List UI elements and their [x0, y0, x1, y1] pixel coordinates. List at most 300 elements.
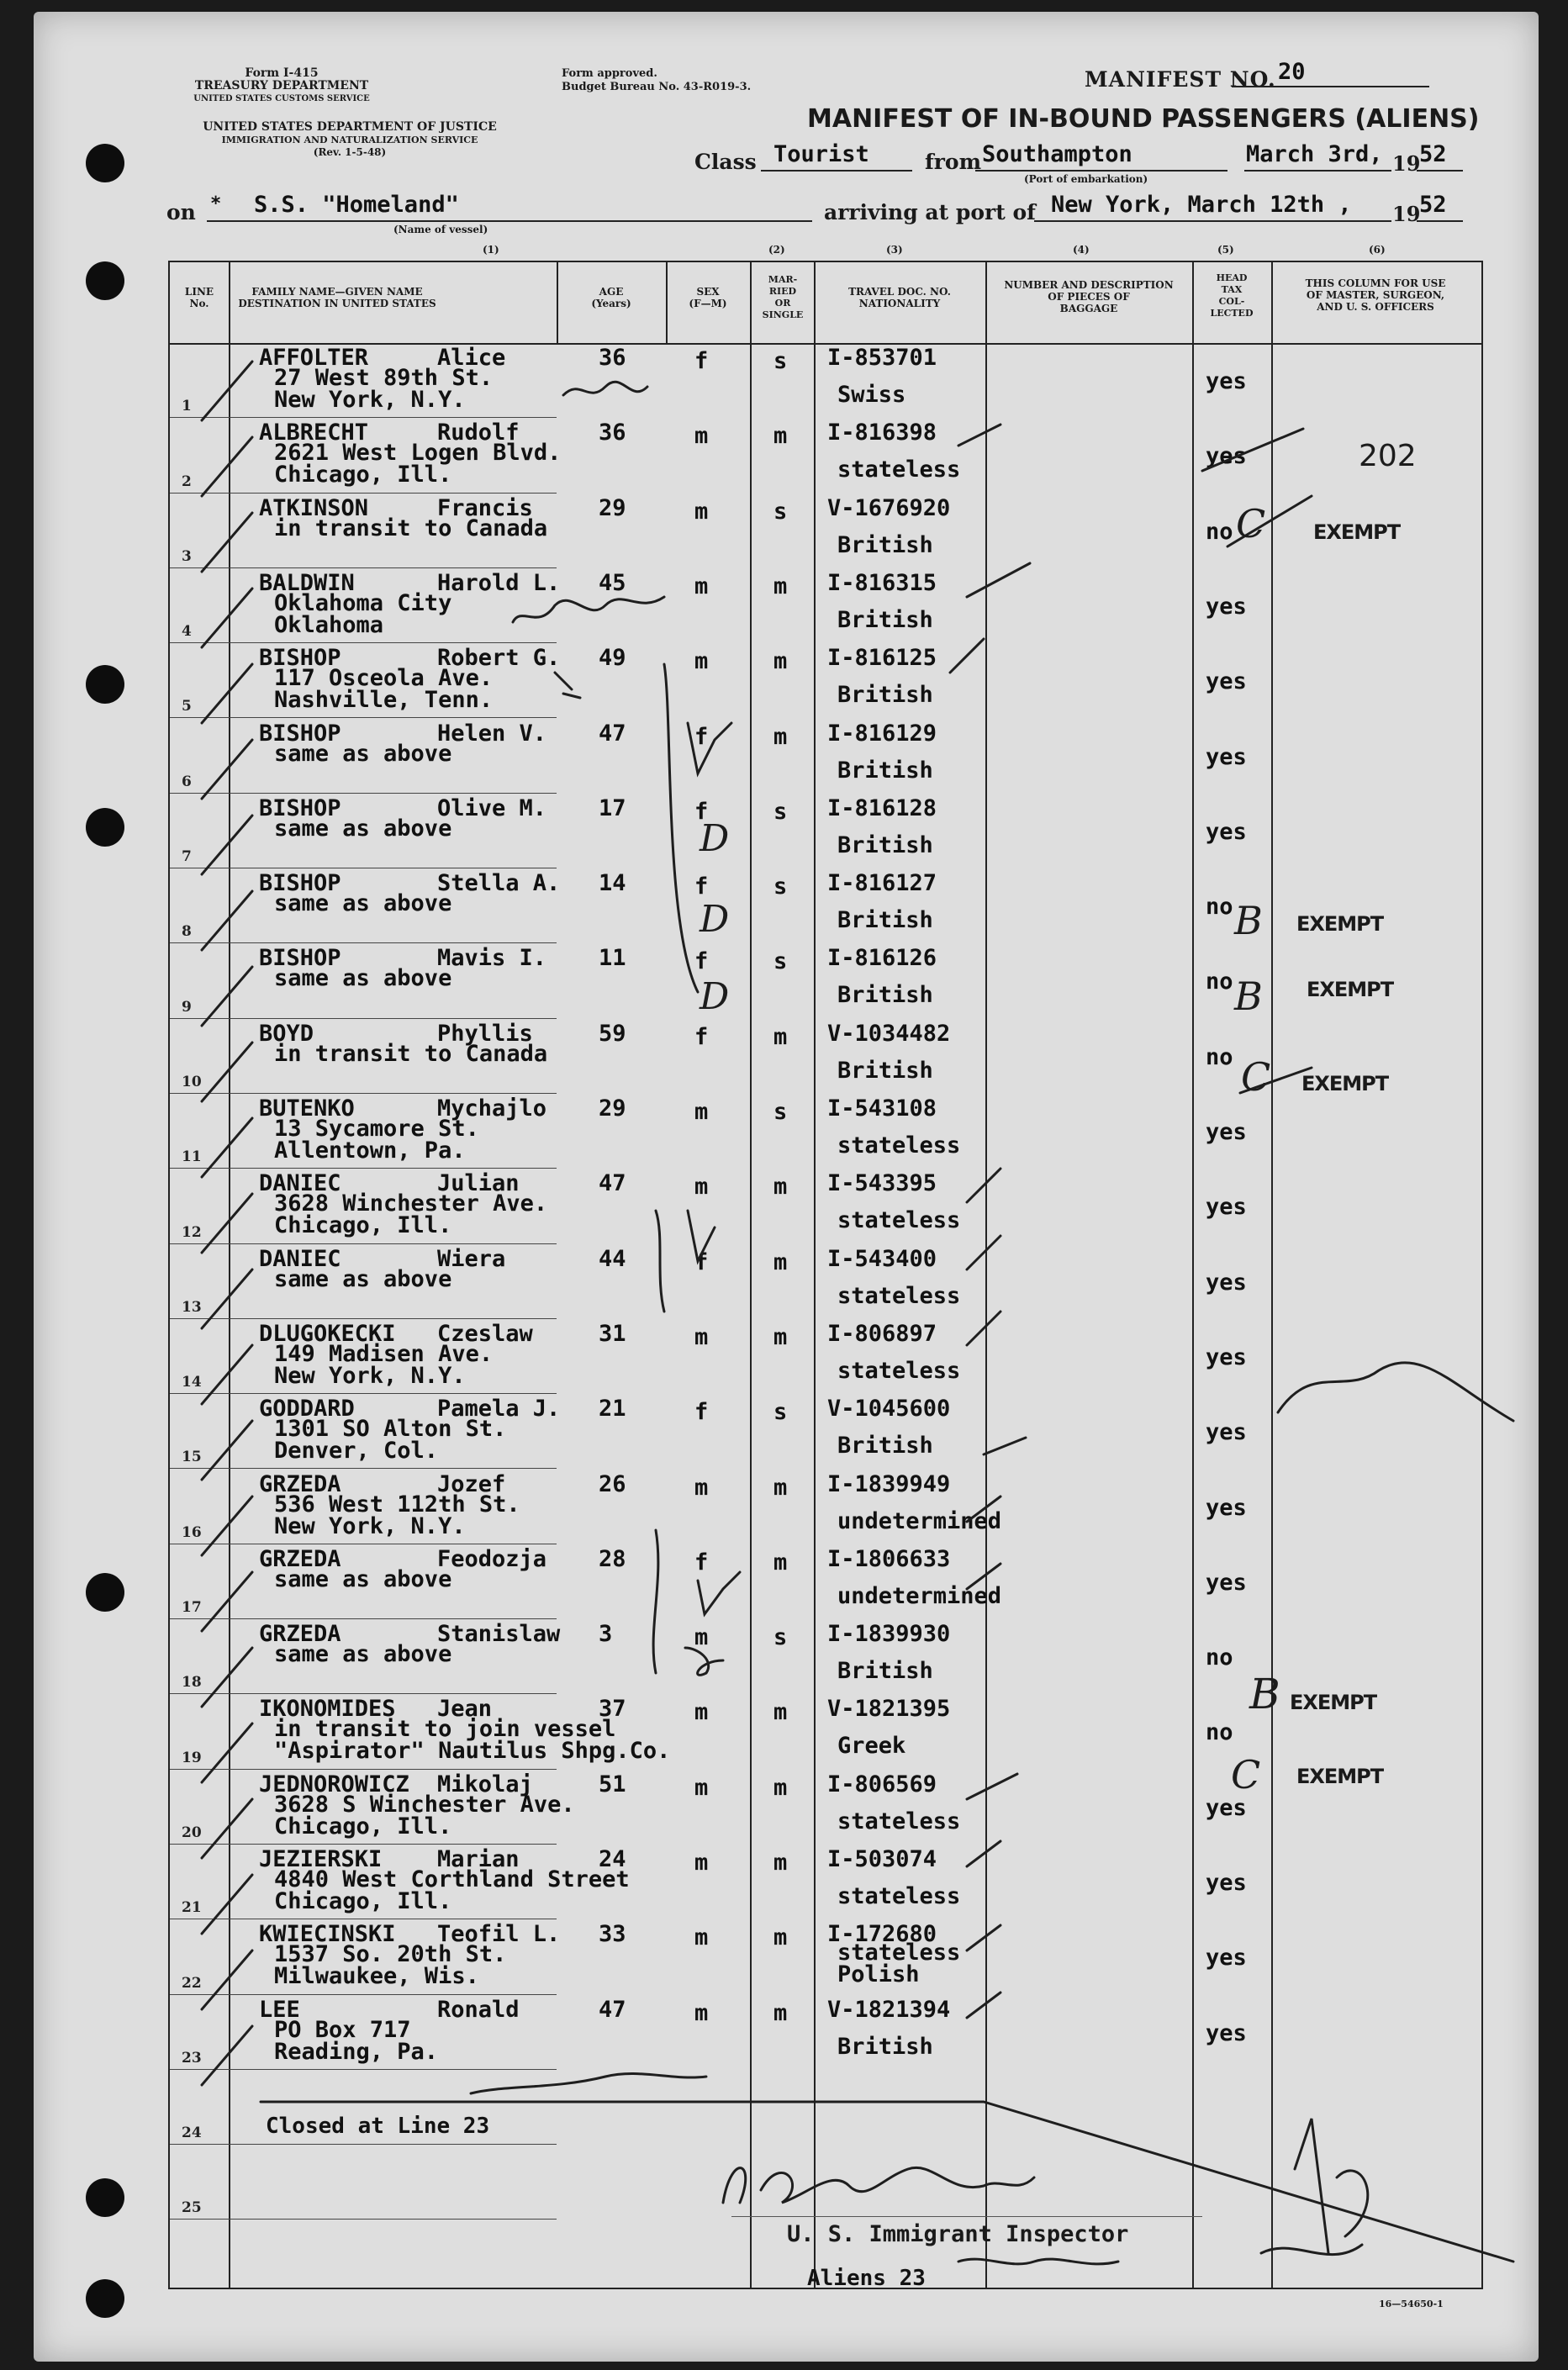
nationality: stateless [837, 1132, 961, 1159]
nationality: British [837, 1433, 933, 1459]
binder-hole [86, 808, 124, 847]
table-row [170, 1995, 1481, 2070]
table-row [170, 1394, 1481, 1469]
manifest-title: MANIFEST OF IN-BOUND PASSENGERS (ALIENS) [807, 104, 1480, 134]
marital-status: s [773, 1099, 788, 1125]
family-name: JEDNOROWICZ [259, 1771, 409, 1797]
nationality: undetermined [837, 1582, 1002, 1609]
line-number: 11 [182, 1148, 202, 1166]
code-c-line19: C [1231, 1752, 1261, 1797]
table-row [170, 2145, 1481, 2220]
line-number: 7 [182, 848, 192, 866]
col-divider [557, 262, 558, 343]
line-number: 4 [182, 623, 192, 641]
budget-bureau: Budget Bureau No. 43-R019-3. [562, 81, 752, 93]
nationality: British [837, 1658, 933, 1685]
marital-status: m [773, 1924, 788, 1951]
code-d-line9: D [700, 975, 730, 1018]
travel-doc-no: I-853701 [827, 345, 937, 371]
marital-status: m [773, 1323, 788, 1350]
head-tax: yes [1206, 1494, 1247, 1521]
given-name: Alice [437, 345, 506, 371]
head-tax: no [1206, 518, 1233, 545]
destination-line-1: 117 Osceola Ave. [274, 665, 494, 692]
sex: m [694, 1474, 709, 1501]
given-name: Feodozja [437, 1545, 547, 1572]
asterisk-mark: * [210, 193, 222, 214]
marital-status: s [773, 798, 788, 825]
given-name: Jean [437, 1696, 493, 1723]
family-name: BALDWIN [259, 569, 355, 596]
given-name: Stanislaw [437, 1621, 561, 1648]
given-name: Phyllis [437, 1020, 533, 1047]
age: 47 [599, 720, 626, 747]
destination-line-2: Chicago, Ill. [274, 462, 452, 488]
given-name: Wiera [437, 1245, 506, 1272]
year-rule-2 [1417, 220, 1463, 222]
family-name: BISHOP [259, 645, 341, 672]
marital-status: s [773, 948, 788, 975]
given-name: Helen V. [437, 720, 547, 747]
given-name: Teofil L. [437, 1921, 561, 1948]
destination-line-2: Chicago, Ill. [274, 1212, 452, 1239]
arrival-rule [1034, 220, 1391, 222]
head-tax: no [1206, 969, 1233, 995]
head-tax: yes [1206, 743, 1247, 770]
nationality: British [837, 831, 933, 858]
table-row [170, 418, 1481, 493]
travel-doc-no: I-1839930 [827, 1621, 951, 1648]
vessel-name: S.S. "Homeland" [254, 192, 459, 218]
sex: f [694, 1399, 709, 1426]
family-name: BISHOP [259, 945, 341, 972]
travel-doc-no: I-543400 [827, 1245, 937, 1272]
given-name: Marian [437, 1846, 520, 1872]
line-number: 17 [182, 1599, 202, 1617]
age: 44 [599, 1245, 626, 1272]
sex: f [694, 348, 709, 374]
destination-line-1: same as above [274, 815, 452, 842]
travel-doc-no: I-543108 [827, 1095, 937, 1122]
binder-hole [86, 144, 124, 182]
family-name: BUTENKO [259, 1095, 355, 1122]
row-rule [170, 2219, 557, 2220]
marital-status: m [773, 723, 788, 750]
marital-status: s [773, 498, 788, 525]
age: 3 [599, 1621, 613, 1648]
head-tax: no [1206, 1719, 1233, 1746]
given-name: Robert G. [437, 645, 561, 672]
marital-status: m [773, 1248, 788, 1275]
col-head-officers: THIS COLUMN FOR USE OF MASTER, SURGEON, AND U. S. OFFICERS [1305, 277, 1446, 313]
given-name: Ronald [437, 1996, 520, 2023]
table-row [170, 794, 1481, 868]
marital-status: m [773, 1850, 788, 1876]
destination-line-1: Oklahoma City [274, 589, 452, 616]
destination-line-1: in transit to Canada [274, 1040, 548, 1067]
family-name: AFFOLTER [259, 345, 369, 371]
family-name: DLUGOKECKI [259, 1320, 396, 1347]
code-c-line10: C [1241, 1054, 1271, 1100]
age: 33 [599, 1921, 626, 1948]
family-name: BISHOP [259, 870, 341, 897]
sex: f [694, 1549, 709, 1576]
table-row [170, 494, 1481, 568]
code-b-line18: B [1249, 1670, 1280, 1718]
exempt-stamp-line3: EXEMPT [1313, 520, 1401, 544]
class-rule [761, 170, 912, 172]
destination-line-2: Allentown, Pa. [274, 1137, 466, 1164]
table-row [170, 568, 1481, 643]
nationality: British [837, 2033, 933, 2060]
form-code: 16—54650-1 [1379, 2299, 1444, 2309]
age: 59 [599, 1020, 626, 1047]
family-name: DANIEC [259, 1245, 341, 1272]
col-head-travel: TRAVEL DOC. NO. NATIONALITY [848, 286, 951, 309]
table-row [170, 1544, 1481, 1619]
table-row [170, 343, 1481, 418]
table-row [170, 868, 1481, 943]
head-tax: yes [1206, 1419, 1247, 1446]
travel-doc-no: I-806569 [827, 1771, 937, 1797]
age: 49 [599, 645, 626, 672]
destination-line-2: Nashville, Tenn. [274, 687, 494, 714]
code-b-line9: B [1234, 974, 1263, 1019]
marital-status: m [773, 573, 788, 599]
marital-status: m [773, 1549, 788, 1576]
code-d-line7: D [700, 817, 730, 860]
nationality: undetermined [837, 1507, 1002, 1534]
head-tax: yes [1206, 1870, 1247, 1896]
destination-line-2: Oklahoma [274, 611, 384, 638]
family-name: JEZIERSKI [259, 1846, 383, 1872]
table-row [170, 643, 1481, 718]
age: 47 [599, 1170, 626, 1197]
destination-line-2: Chicago, Ill. [274, 1888, 452, 1914]
head-tax: no [1206, 1043, 1233, 1070]
marital-status: m [773, 1999, 788, 2026]
col-divider [666, 262, 668, 343]
given-name: Francis [437, 494, 533, 521]
given-name: Mikolaj [437, 1771, 533, 1797]
age: 31 [599, 1320, 626, 1347]
line-number: 20 [182, 1824, 202, 1841]
line-number: 12 [182, 1223, 202, 1241]
age: 21 [599, 1396, 626, 1423]
family-name: ALBRECHT [259, 420, 369, 446]
class-label: Class [694, 150, 757, 174]
head-tax: yes [1206, 443, 1247, 470]
age: 51 [599, 1771, 626, 1797]
destination-line-1: PO Box 717 [274, 2016, 411, 2043]
family-name: GRZEDA [259, 1545, 341, 1572]
binder-hole [86, 665, 124, 704]
nationality: British [837, 606, 933, 633]
nationality-prior: stateless [837, 1940, 961, 1966]
travel-doc-no: I-816398 [827, 420, 937, 446]
head-tax: yes [1206, 1569, 1247, 1596]
line-number: 10 [182, 1073, 202, 1090]
line-number: 24 [182, 2125, 202, 2142]
embark-date: March 3rd, [1246, 141, 1383, 167]
head-tax: yes [1206, 818, 1247, 845]
class-value: Tourist [773, 141, 869, 167]
exempt-stamp-line9: EXEMPT [1307, 978, 1394, 1001]
destination-line-1: same as above [274, 890, 452, 917]
destination-line-1: in transit to Canada [274, 515, 548, 541]
head-tax: yes [1206, 668, 1247, 695]
port-embark-caption: (Port of embarkation) [1024, 173, 1148, 185]
travel-doc-no: I-816129 [827, 720, 937, 747]
age: 29 [599, 494, 626, 521]
vessel-rule [207, 220, 812, 222]
line-number: 16 [182, 1523, 202, 1541]
age: 29 [599, 1095, 626, 1122]
destination-line-2: New York, N.Y. [274, 1362, 466, 1389]
given-name: Pamela J. [437, 1396, 561, 1423]
passenger-table [168, 261, 1483, 2289]
destination-line-2: Milwaukee, Wis. [274, 1963, 479, 1990]
year-prefix-1: 19 [1392, 151, 1421, 176]
col-head-age: AGE (Years) [591, 286, 631, 309]
line-number: 13 [182, 1298, 202, 1316]
sex: m [694, 1699, 709, 1726]
destination-line-1: 149 Madisen Ave. [274, 1340, 494, 1367]
justice-block [165, 121, 535, 159]
officer-count: 202 [1359, 439, 1417, 473]
family-name: DANIEC [259, 1170, 341, 1197]
nationality: British [837, 757, 933, 784]
marital-status: m [773, 1774, 788, 1801]
given-name: Olive M. [437, 794, 547, 821]
line-number: 9 [182, 998, 192, 1016]
embark-date-rule [1244, 170, 1391, 172]
col-head-name: FAMILY NAME—GIVEN NAME DESTINATION IN UNITED STATES [238, 286, 436, 309]
manifest-no: 20 [1278, 59, 1306, 85]
family-name: ATKINSON [259, 494, 369, 521]
given-name: Czeslaw [437, 1320, 533, 1347]
from-label: from [925, 150, 982, 174]
line-number: 21 [182, 1899, 202, 1917]
marital-status: s [773, 348, 788, 374]
sex: m [694, 498, 709, 525]
travel-doc-no: I-172680 [827, 1921, 937, 1948]
line-number: 6 [182, 773, 192, 790]
destination-line-1: 1537 So. 20th St. [274, 1941, 507, 1968]
family-name: GODDARD [259, 1396, 355, 1423]
on-label: on [166, 200, 196, 224]
form-id-block [193, 67, 370, 105]
code-c-line3: C [1236, 501, 1266, 546]
nationality: British [837, 531, 933, 558]
aliens-count: Aliens 23 [807, 2266, 926, 2291]
line-number: 18 [182, 1674, 202, 1692]
travel-doc-no: I-816127 [827, 870, 937, 897]
col-num-1: (1) [483, 244, 499, 256]
sex: m [694, 1924, 709, 1951]
head-tax: no [1206, 1644, 1233, 1671]
age: 17 [599, 794, 626, 821]
code-b-line8: B [1234, 898, 1263, 943]
code-d-line8: D [700, 898, 730, 941]
travel-doc-no: V-1821395 [827, 1696, 951, 1723]
table-row [170, 1319, 1481, 1394]
family-name: BISHOP [259, 720, 341, 747]
marital-status: m [773, 1023, 788, 1050]
travel-doc-no: I-543395 [827, 1170, 937, 1197]
given-name: Mavis I. [437, 945, 547, 972]
marital-status: s [773, 1624, 788, 1651]
given-name: Rudolf [437, 420, 520, 446]
sex: f [694, 723, 709, 750]
binder-hole [86, 1573, 124, 1612]
sex: m [694, 1850, 709, 1876]
destination-line-1: same as above [274, 1641, 452, 1668]
age: 11 [599, 945, 626, 972]
line-number: 2 [182, 472, 192, 490]
table-row [170, 719, 1481, 794]
table-row [170, 1470, 1481, 1544]
inspector-rule [731, 2216, 1202, 2217]
marital-status: s [773, 874, 788, 900]
destination-line-2: New York, N.Y. [274, 1512, 466, 1539]
col-head-baggage: NUMBER AND DESCRIPTION OF PIECES OF BAGGAGE [1004, 279, 1174, 314]
table-row [170, 1919, 1481, 1994]
binder-hole [86, 261, 124, 300]
line-number: 5 [182, 698, 192, 715]
table-row [170, 1094, 1481, 1169]
table-row [170, 1770, 1481, 1845]
col-num-3: (3) [886, 244, 903, 256]
head-tax: yes [1206, 1794, 1247, 1821]
sex: m [694, 648, 709, 675]
sex: f [694, 1023, 709, 1050]
destination-line-2: Denver, Col. [274, 1438, 439, 1465]
age: 47 [599, 1996, 626, 2023]
head-tax: yes [1206, 368, 1247, 394]
nationality: British [837, 982, 933, 1009]
table-row [170, 1169, 1481, 1243]
destination-line-1: 1301 SO Alton St. [274, 1416, 507, 1443]
year-prefix-2: 19 [1392, 202, 1421, 226]
line-number: 25 [182, 2199, 202, 2217]
family-name: GRZEDA [259, 1621, 341, 1648]
marital-status: m [773, 648, 788, 675]
travel-doc-no: I-816315 [827, 569, 937, 596]
marital-status: m [773, 1174, 788, 1201]
given-name: Harold L. [437, 569, 561, 596]
sex: m [694, 1099, 709, 1125]
destination-line-1: same as above [274, 1265, 452, 1292]
nationality: Greek [837, 1733, 906, 1760]
marital-status: s [773, 1399, 788, 1426]
destination-line-1: 4840 West Corthland Street [274, 1866, 630, 1892]
line-number: 23 [182, 2049, 202, 2066]
age: 28 [599, 1545, 626, 1572]
form-id: Form I-415 [245, 66, 319, 80]
given-name: Julian [437, 1170, 520, 1197]
sex: m [694, 1774, 709, 1801]
revision: (Rev. 1-5-48) [313, 146, 387, 158]
nationality: stateless [837, 1207, 961, 1234]
year-suffix-2: 52 [1419, 192, 1447, 218]
manifest-no-label: MANIFEST NO. [1085, 67, 1276, 92]
travel-doc-no: V-1045600 [827, 1396, 951, 1423]
destination-line-2: Chicago, Ill. [274, 1813, 452, 1840]
destination-line-1: 2621 West Logen Blvd. [274, 440, 562, 467]
age: 24 [599, 1846, 626, 1872]
closed-at-line: Closed at Line 23 [266, 2114, 490, 2139]
col-head-line: LINE No. [184, 286, 214, 309]
table-row [170, 1244, 1481, 1319]
marital-status: m [773, 423, 788, 450]
exempt-stamp-line8: EXEMPT [1296, 912, 1384, 936]
head-tax: yes [1206, 1194, 1247, 1221]
destination-line-1: 13 Sycamore St. [274, 1116, 479, 1142]
sex: f [694, 948, 709, 975]
line-number: 8 [182, 923, 192, 941]
exempt-stamp-line19: EXEMPT [1296, 1765, 1384, 1788]
from-value: Southampton [982, 141, 1132, 167]
head-tax: no [1206, 894, 1233, 921]
given-name: Jozef [437, 1470, 506, 1497]
destination-line-1: same as above [274, 740, 452, 767]
line-number: 14 [182, 1374, 202, 1391]
binder-hole [86, 2279, 124, 2318]
sex: f [694, 1248, 709, 1275]
destination-line-1: 536 West 112th St. [274, 1491, 520, 1518]
nationality: stateless [837, 1883, 961, 1909]
family-name: KWIECINSKI [259, 1921, 396, 1948]
dept-justice: UNITED STATES DEPARTMENT OF JUSTICE [203, 120, 497, 134]
table-row [170, 943, 1481, 1018]
nationality: Polish [837, 1961, 920, 1988]
destination-line-1: same as above [274, 1565, 452, 1592]
travel-doc-no: I-816128 [827, 794, 937, 821]
destination-line-2: Reading, Pa. [274, 2038, 439, 2065]
col-num-2: (2) [768, 244, 785, 256]
destination-line-2: New York, N.Y. [274, 387, 466, 413]
sex: m [694, 573, 709, 599]
table-row [170, 1619, 1481, 1694]
given-name: Stella A. [437, 870, 561, 897]
line-number: 15 [182, 1449, 202, 1466]
given-name: Mychajlo [437, 1095, 547, 1122]
col-num-5: (5) [1217, 244, 1234, 256]
nationality: stateless [837, 457, 961, 483]
sex: m [694, 1999, 709, 2026]
immigrant-inspector: U. S. Immigrant Inspector [787, 2221, 1129, 2247]
travel-doc-no: I-806897 [827, 1320, 937, 1347]
destination-line-1: in transit to join vessel [274, 1716, 616, 1743]
line-number: 1 [182, 398, 192, 415]
sex: f [694, 874, 709, 900]
age: 36 [599, 420, 626, 446]
age: 37 [599, 1696, 626, 1723]
travel-doc-no: I-503074 [827, 1846, 937, 1872]
nationality: stateless [837, 1282, 961, 1309]
manifest-no-rule [1232, 86, 1429, 87]
nationality: British [837, 682, 933, 709]
destination-line-1: same as above [274, 965, 452, 992]
destination-line-1: 3628 Winchester Ave. [274, 1190, 548, 1217]
age: 14 [599, 870, 626, 897]
year-rule-1 [1417, 170, 1463, 172]
vessel-caption: (Name of vessel) [393, 224, 488, 235]
head-tax: yes [1206, 1269, 1247, 1296]
treasury-department: TREASURY DEPARTMENT [194, 79, 369, 92]
exempt-stamp-line10: EXEMPT [1301, 1072, 1389, 1095]
